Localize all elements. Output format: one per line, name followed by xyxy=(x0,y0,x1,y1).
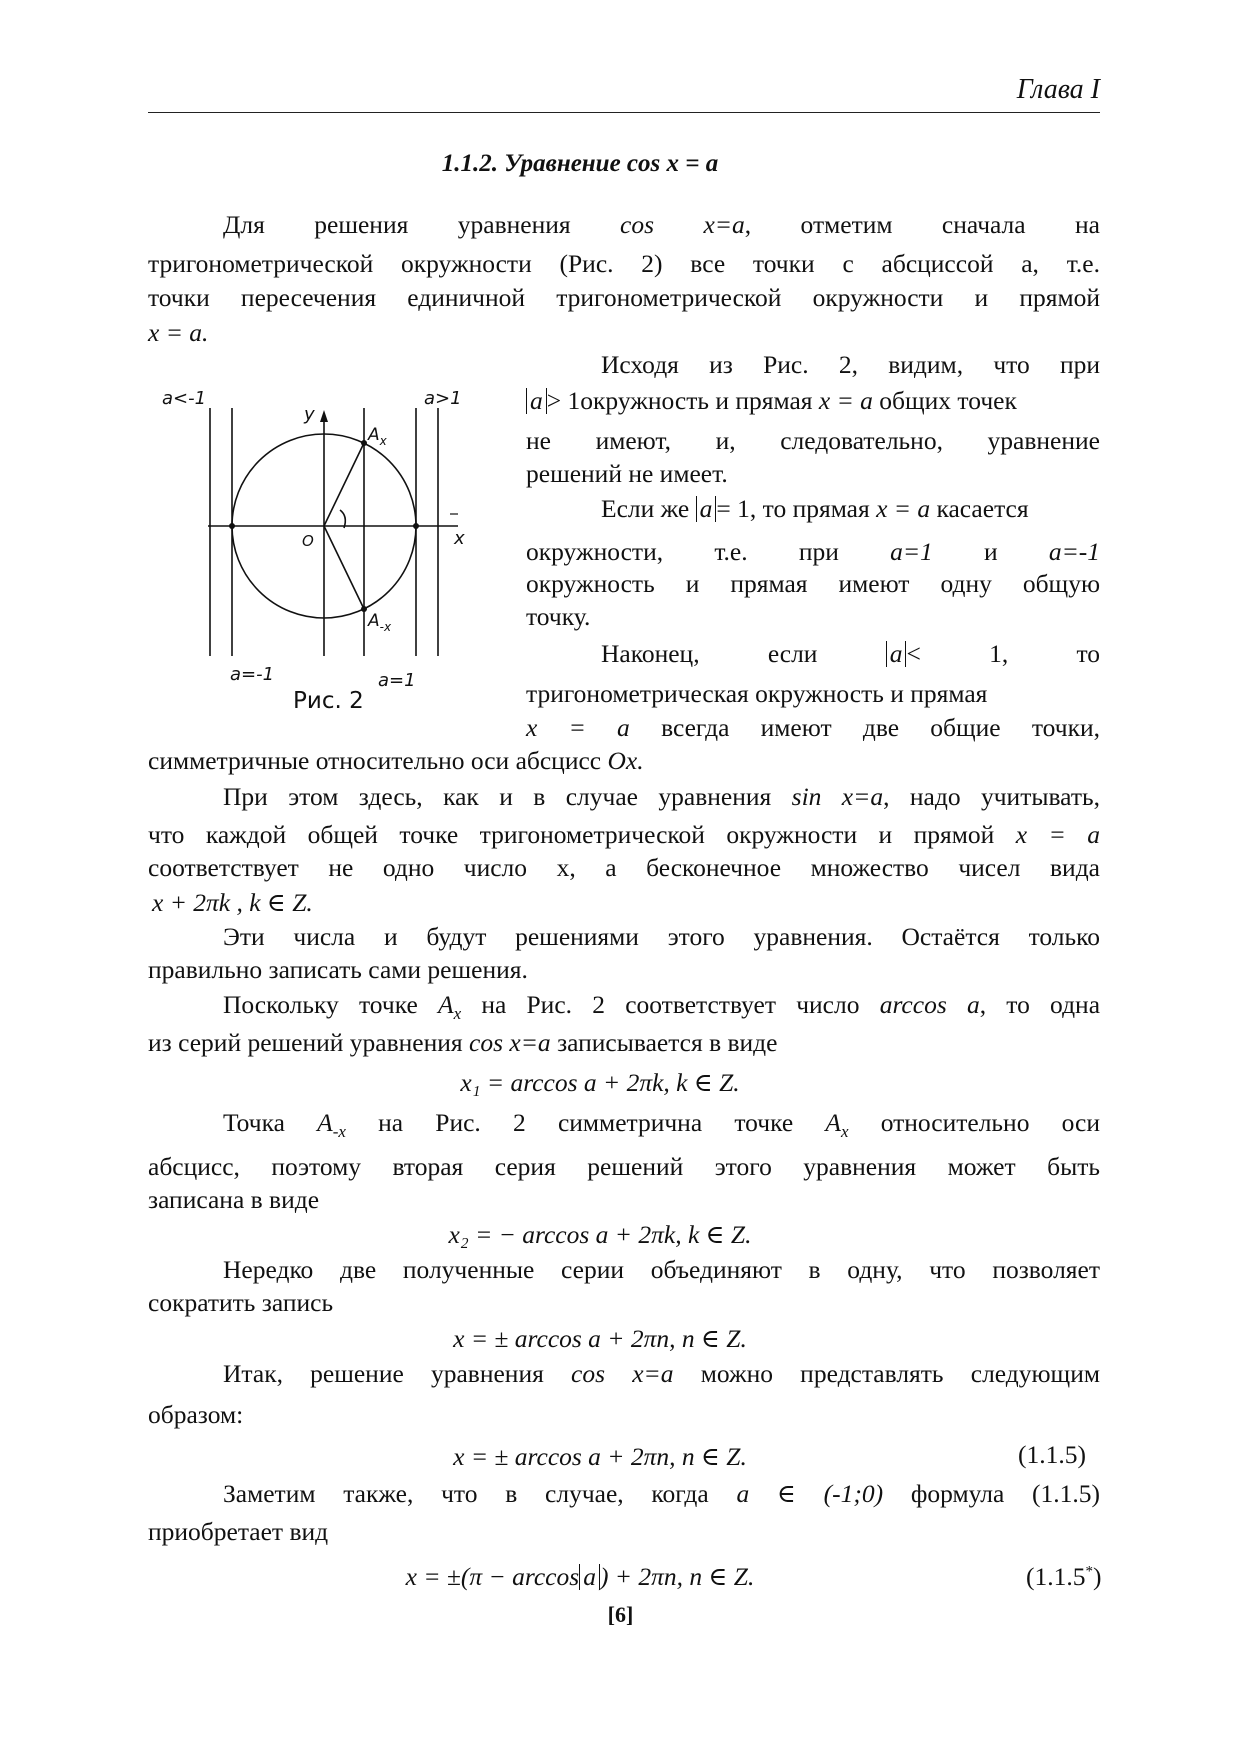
label-o: O xyxy=(302,532,314,550)
trig-circle-figure xyxy=(162,388,498,718)
paragraph-10-line-1: Итак, решение уравнения cos x=a можно представлять следующим xyxy=(223,1359,1100,1388)
paragraph-8-line-3: записана в виде xyxy=(148,1185,320,1214)
paragraph-2-line-4: решений не имеет. xyxy=(526,459,728,488)
page-number: [6] xyxy=(607,1602,634,1627)
paragraph-5-line-4: x + 2πk , k ∈ Z. xyxy=(152,888,313,917)
equation-4: x = ± arccos a + 2πn, n ∈ Z. xyxy=(453,1442,747,1471)
label-amx: A xyxy=(368,611,380,631)
paragraph-1-line-2: тригонометрической окружности (Рис. 2) все точки с абсциссой a, т.е. xyxy=(148,249,1100,278)
paragraph-8-line-2: абсцисс, поэтому вторая серия решений этого уравнения может быть xyxy=(148,1152,1100,1181)
label-y: y xyxy=(304,404,315,425)
label-a-lt-minus1: a<-1 xyxy=(162,388,207,409)
paragraph-2-line-3: не имеют, и, следовательно, уравнение xyxy=(526,426,1100,455)
running-header xyxy=(148,72,1100,113)
equation-4-number: (1.1.5) xyxy=(1018,1440,1086,1469)
paragraph-4-line-2: тригонометрическая окружность и прямая xyxy=(526,679,988,708)
paragraph-3-line-3: окружность и прямая имеют одну общую xyxy=(526,569,1100,598)
label-amx-sub: -x xyxy=(379,620,392,634)
paragraph-7-line-2: из серий решений уравнения cos x=a записывается в виде xyxy=(148,1028,778,1057)
paragraph-2-line-1: Исходя из Рис. 2, видим, что при xyxy=(601,350,1100,379)
paragraph-10-line-2: образом: xyxy=(148,1400,244,1429)
equation-5-number: (1.1.5*) xyxy=(1026,1562,1102,1591)
paragraph-6-line-2: правильно записать сами решения. xyxy=(148,955,528,984)
paragraph-6-line-1: Эти числа и будут решениями этого уравнения. Остаётся только xyxy=(223,922,1100,951)
paragraph-9-line-1: Нередко две полученные серии объединяют в одну, что позволяет xyxy=(223,1255,1100,1284)
paragraph-4-line-3: x = a всегда имеют две общие точки, xyxy=(526,713,1101,742)
paragraph-1-line-4: x = a. xyxy=(148,318,209,347)
paragraph-5-line-2: что каждой общей точке тригонометрической окружности и прямой x = a xyxy=(148,820,1101,849)
point-ax xyxy=(361,440,367,446)
point-amx xyxy=(361,606,367,612)
paragraph-1-line-1: Для решения уравнения cos x=a, отметим сначала на xyxy=(223,210,1100,239)
svg-text:Ax xyxy=(367,425,388,448)
label-ax: A xyxy=(368,425,380,445)
point-left xyxy=(229,523,235,529)
paragraph-11-line-1: Заметим также, что в случае, когда a ∈ (-1;0) формула (1.1.5) xyxy=(223,1479,1101,1508)
paragraph-7-line-1: Поскольку точке $A_x$ на Рис. 2 соответствует число arccos a, то одна xyxy=(223,990,1101,1024)
y-axis-arrow xyxy=(320,410,328,422)
svg-text:A-x xyxy=(367,611,392,634)
chapter-label: Глава I xyxy=(1016,74,1100,105)
radius-to-amx xyxy=(324,526,364,609)
label-x: x xyxy=(454,528,465,549)
equation-3: x = ± arccos a + 2πn, n ∈ Z. xyxy=(453,1324,747,1353)
paragraph-9-line-2: сократить запись xyxy=(148,1288,334,1317)
paragraph-5-line-1: При этом здесь, как и в случае уравнения sin x=a, надо учитывать, xyxy=(223,782,1100,811)
label-a-eq-1: a=1 xyxy=(378,670,416,691)
section-title: 1.1.2. Уравнение cos x = a xyxy=(441,150,719,177)
equation-2: x₂ = − arccos a + 2πk, k ∈ Z. xyxy=(448,1220,752,1249)
figure-caption: Рис. 2 xyxy=(293,688,364,714)
paragraph-2-line-2: a > 1окружность и прямая x = a общих точек xyxy=(526,384,1100,417)
paragraph-11-line-2: приобретает вид xyxy=(148,1517,329,1546)
paragraph-8-line-1: Точка $A_{-x}$ на Рис. 2 симметрична точке $A_x$ относительно оси xyxy=(223,1108,1101,1142)
paragraph-3-line-2: окружности, т.е. при a=1 и a=-1 xyxy=(526,537,1101,566)
paragraph-1-line-3: точки пересечения единичной тригонометрической окружности и прямой xyxy=(148,283,1100,312)
paragraph-4-line-1: Наконец, если a < 1, то xyxy=(601,639,1100,668)
point-right xyxy=(413,523,419,529)
label-a-gt-1: a>1 xyxy=(424,388,462,409)
paragraph-3-line-1: Если же a = 1, то прямая x = a касается xyxy=(601,494,1029,523)
label-a-eq-minus1: a=-1 xyxy=(230,664,275,685)
label-ax-sub: x xyxy=(379,434,387,448)
equation-5: x = ±(π − arccos a ) + 2πn, n ∈ Z. xyxy=(405,1562,755,1591)
paragraph-3-line-4: точку. xyxy=(526,602,591,631)
equation-1: x₁ = arccos a + 2πk, k ∈ Z. xyxy=(460,1068,740,1097)
paragraph-4-line-4: симметричные относительно оси абсцисс Ox. xyxy=(148,746,644,775)
paragraph-5-line-3: соответствует не одно число x, а бесконечное множество чисел вида xyxy=(148,853,1100,882)
